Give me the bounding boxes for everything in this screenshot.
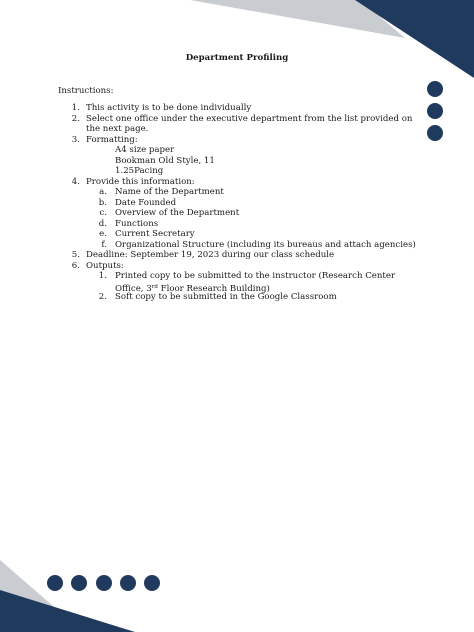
- subitem-text: Organizational Structure (including its bureaus and attach agencies): [115, 240, 416, 250]
- output-number: 1.: [98, 271, 107, 281]
- subitem-text: Current Secretary: [115, 229, 195, 239]
- formatting-line: 1.25Pacing: [115, 166, 164, 176]
- item-number: 2.: [71, 114, 80, 124]
- item-number: 5.: [71, 250, 80, 260]
- item-text-cont: the next page.: [86, 124, 149, 134]
- subitem-letter: f.: [101, 240, 107, 250]
- top-navy-corner: [355, 0, 474, 78]
- item-text: Provide this information:: [86, 177, 195, 187]
- output-number: 2.: [98, 292, 107, 302]
- item-text: This activity is to be done individually: [86, 103, 252, 113]
- item-number: 3.: [71, 135, 80, 145]
- subitem-letter: d.: [98, 219, 107, 229]
- subitem-text: Functions: [115, 219, 159, 229]
- output-text: Printed copy to be submitted to the instructor (Research Center: [115, 271, 396, 281]
- formatting-line: A4 size paper: [115, 145, 175, 155]
- subitem-letter: e.: [99, 229, 107, 239]
- item-number: 4.: [71, 177, 80, 187]
- subitem-text: Date Founded: [115, 198, 177, 208]
- item-text: Formatting:: [86, 135, 138, 145]
- item-number: 1.: [71, 103, 80, 113]
- item-text: Select one office under the executive department from the list provided on: [86, 114, 413, 124]
- subitem-text: Name of the Department: [115, 187, 224, 197]
- item-text: Outputs:: [86, 261, 124, 271]
- instructions-label: Instructions:: [58, 86, 114, 96]
- bottom-dot: [120, 575, 136, 591]
- item-text: Deadline: September 19, 2023 during our class schedule: [86, 250, 335, 260]
- subitem-letter: b.: [98, 198, 107, 208]
- side-dot: [427, 81, 443, 97]
- bottom-dot: [96, 575, 112, 591]
- bottom-dot: [47, 575, 63, 591]
- output-text: Soft copy to be submitted in the Google Classroom: [115, 292, 337, 302]
- bottom-dot: [71, 575, 87, 591]
- subitem-letter: a.: [99, 187, 107, 197]
- page-title: Department Profiling: [185, 53, 289, 63]
- subitem-letter: c.: [99, 208, 107, 218]
- side-dot: [427, 125, 443, 141]
- formatting-line: Bookman Old Style, 11: [115, 156, 215, 166]
- output-text-cont: Office, 3rd Floor Research Building): [115, 284, 270, 294]
- item-number: 6.: [71, 261, 80, 271]
- subitem-text: Overview of the Department: [115, 208, 240, 218]
- bottom-dot: [144, 575, 160, 591]
- side-dot: [427, 103, 443, 119]
